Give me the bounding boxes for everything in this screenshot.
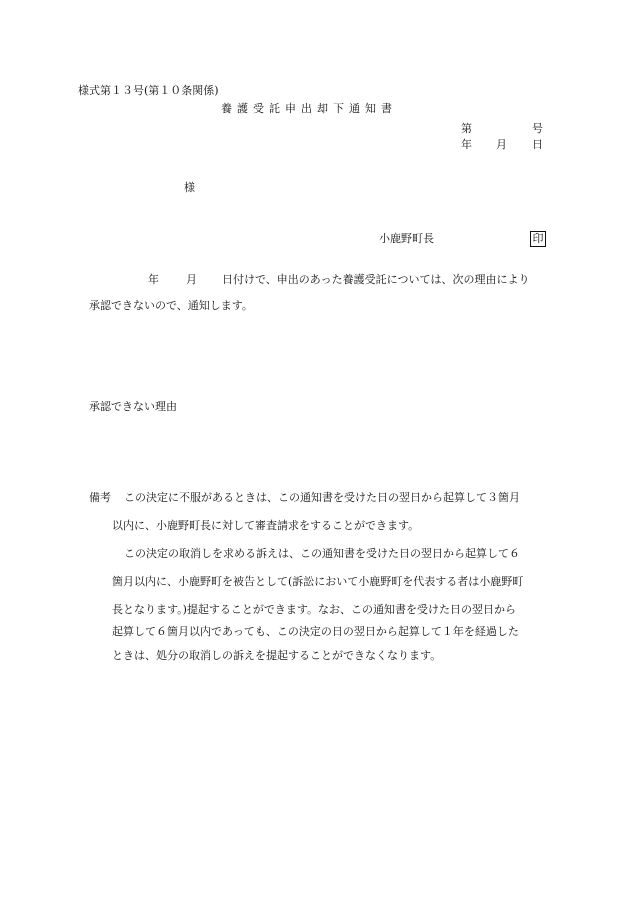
body-year: 年 bbox=[148, 273, 159, 286]
remarks-line: 以内に、小鹿野町長に対して審査請求をすることができます。 bbox=[112, 519, 420, 532]
reason-label: 承認できない理由 bbox=[89, 400, 177, 413]
remarks-line: 箇月以内に、小鹿野町を被告として(訴訟において小鹿野町を代表する者は小鹿野町 bbox=[112, 575, 524, 588]
document-title: 養護受託申出却下通知書 bbox=[221, 102, 397, 115]
remarks-label: 備考 bbox=[89, 491, 111, 504]
body-text-line1: 日付けで、申出のあった養護受託については、次の理由により bbox=[222, 273, 530, 286]
issuer-name: 小鹿野町長 bbox=[379, 232, 434, 245]
date-year: 年 bbox=[461, 138, 472, 151]
document-number-prefix: 第 bbox=[461, 122, 472, 135]
date-day: 日 bbox=[532, 138, 543, 151]
seal-mark: 印 bbox=[530, 231, 546, 247]
body-month: 月 bbox=[186, 273, 197, 286]
date-month: 月 bbox=[496, 138, 507, 151]
remarks-line: 起算して６箇月以内であっても、この決定の日の翌日から起算して１年を経過した bbox=[112, 625, 519, 638]
remarks-line: この決定に不服があるときは、この通知書を受けた日の翌日から起算して３箇月 bbox=[124, 491, 520, 504]
recipient-honorific: 様 bbox=[184, 181, 195, 194]
document-number-suffix: 号 bbox=[532, 122, 543, 135]
remarks-line: ときは、処分の取消しの訴えを提起することができなくなります。 bbox=[112, 649, 442, 662]
remarks-line: この決定の取消しを求める訴えは、この通知書を受けた日の翌日から起算して６ bbox=[124, 547, 520, 560]
remarks-line: 長となります。)提起することができます。なお、この通知書を受けた日の翌日から bbox=[112, 603, 517, 616]
body-text-line2: 承認できないので、通知します。 bbox=[89, 299, 253, 312]
form-number: 様式第１３号(第１０条関係) bbox=[78, 84, 219, 97]
